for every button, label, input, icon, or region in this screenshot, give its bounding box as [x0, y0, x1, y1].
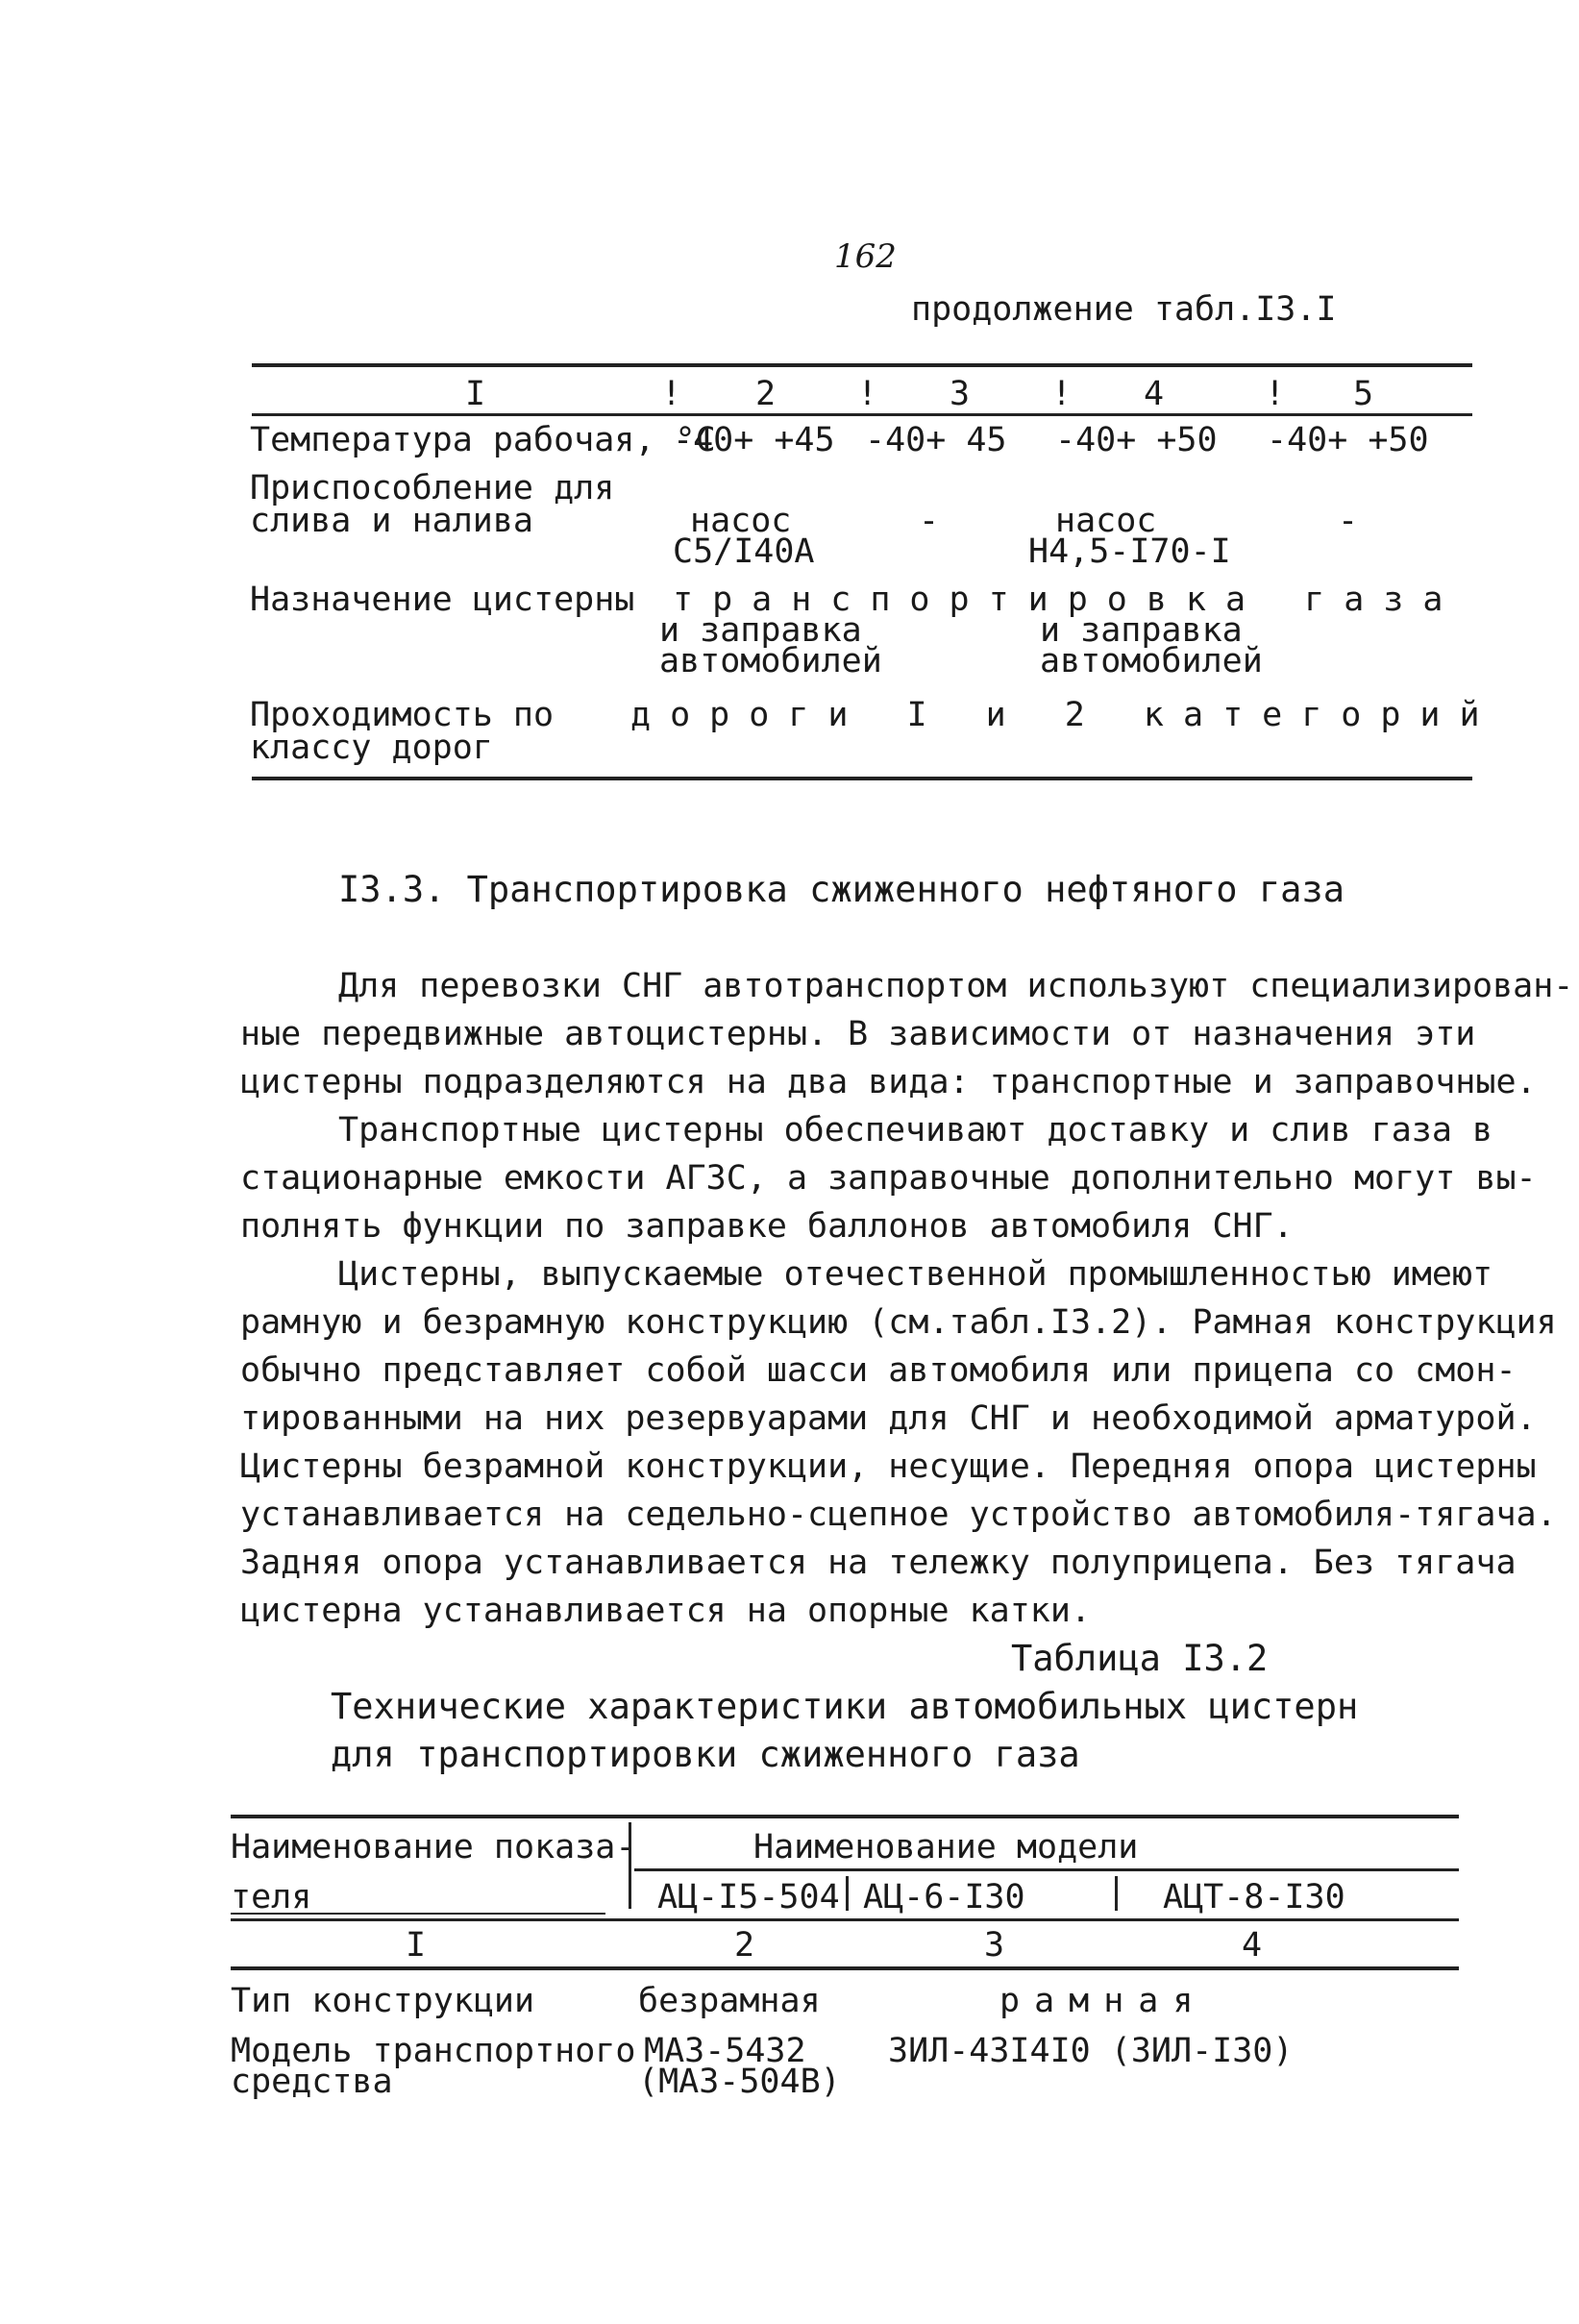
paragraph-line: цистерна устанавливается на опорные катки.: [240, 1592, 1092, 1630]
table2-row2-col2: (МАЗ-504В): [638, 2063, 841, 2101]
table2-header-left: теля: [231, 1878, 312, 1916]
table2-model-divider: [846, 1876, 849, 1911]
paragraph-line: стационарные емкости АГЗС, а заправочные дополнительно могут вы-: [240, 1159, 1537, 1198]
table2-row2-span: ЗИЛ-43I4I0 (ЗИЛ-I30): [888, 2032, 1294, 2070]
paragraph-line: Для перевозки СНГ автотранспортом используют специализирован-: [338, 967, 1574, 1005]
table1-row2-label: слива и налива: [250, 502, 534, 540]
table1-row3-sub-left: автомобилей: [659, 642, 882, 680]
table1-row4-label: классу дорог: [250, 729, 493, 767]
table2-col-number-4: 4: [1242, 1926, 1263, 1965]
table1-row2-col5: -: [1338, 502, 1359, 540]
table1-sep: !: [661, 375, 682, 413]
table1-row1-col5: -40+ +50: [1267, 421, 1429, 459]
paragraph-line: Транспортные цистерны обеспечивают доставку и слив газа в: [338, 1111, 1493, 1150]
table2-col-number-3: 3: [984, 1926, 1005, 1965]
paragraph-line: Цистерны безрамной конструкции, несущие. Передняя опора цистерны: [240, 1447, 1537, 1486]
table2-header-left: Наименование показа-: [231, 1828, 636, 1867]
table1-row4-label: Проходимость по: [250, 696, 555, 734]
table2-row1-col2: безрамная: [638, 1982, 821, 2020]
table1-row2-col4: Н4,5-I70-I: [1028, 532, 1231, 571]
table1-header-col3: 3: [950, 375, 971, 413]
table2-row1-span: рамная: [999, 1982, 1208, 2020]
table2-header-group-rule: [634, 1868, 1459, 1871]
table1-row2-col2: насос: [690, 502, 792, 540]
table1-header-col5: 5: [1353, 375, 1374, 413]
table1-row1-label: Температура рабочая, °С: [250, 421, 716, 459]
table2-number-rule: [231, 1966, 1459, 1970]
paragraph-line: цистерны подразделяются на два вида: транспортные и заправочные.: [240, 1063, 1537, 1101]
table1-header-col2: 2: [755, 375, 777, 413]
table1-header-col1: I: [465, 375, 486, 413]
table1-top-rule: [252, 363, 1472, 367]
table2-caption: Технические характеристики автомобильных цистерн: [331, 1686, 1359, 1727]
table1-sep: !: [1265, 375, 1286, 413]
table1-header-col4: 4: [1144, 375, 1165, 413]
table1-row2-label: Приспособление для: [250, 469, 615, 507]
table1-row2-col3: -: [919, 502, 940, 540]
paragraph-line: Цистерны, выпускаемые отечественной промышленностью имеют: [338, 1255, 1493, 1294]
paragraph-line: тированными на них резервуарами для СНГ и необходимой арматурой.: [240, 1399, 1537, 1438]
section-title: I3.3. Транспортировка сжиженного нефтяного газа: [338, 869, 1345, 910]
table2-model-2: АЦ-6-I30: [863, 1878, 1025, 1916]
table2-label: Таблица I3.2: [1011, 1638, 1269, 1679]
table2-col-number-2: 2: [734, 1926, 755, 1965]
table1-header-rule: [252, 413, 1472, 416]
table2-row1-label: Тип конструкции: [231, 1982, 535, 2020]
table2-header-rule: [231, 1918, 1459, 1921]
table2-header-group: Наименование модели: [753, 1828, 1139, 1867]
paragraph-line: Задняя опора устанавливается на тележку полуприцепа. Без тягача: [240, 1544, 1517, 1582]
table1-row1-col4: -40+ +50: [1055, 421, 1218, 459]
paragraph-line: обычно представляет собой шасси автомобиля или прицепа со смон-: [240, 1351, 1517, 1390]
page-number: 162: [834, 237, 897, 276]
table2-row2-label: средства: [231, 2063, 393, 2101]
table2-model-divider: [1115, 1876, 1118, 1911]
table1-row4-span: дороги I и 2 категорий: [630, 696, 1499, 734]
table2-header-divider: [629, 1822, 631, 1909]
table2-col-number-1: I: [406, 1926, 427, 1965]
table1-row3-sub-left: и заправка: [659, 611, 862, 650]
paragraph-line: ные передвижные автоцистерны. В зависимости от назначения эти: [240, 1015, 1476, 1053]
table1-sep: !: [857, 375, 878, 413]
table1-row2-col2: С5/I40А: [673, 532, 815, 571]
table1-row3-sub-right: автомобилей: [1040, 642, 1263, 680]
table1-row1-col3: -40+ 45: [865, 421, 1007, 459]
paragraph-line: устанавливается на седельно-сцепное устройство автомобиля-тягача.: [240, 1496, 1557, 1534]
table1-row3-span: транспортировка газа: [673, 581, 1463, 619]
table2-model-1: АЦ-I5-504: [657, 1878, 840, 1916]
table-continuation-label: продолжение табл.I3.I: [911, 290, 1337, 329]
paragraph-line: рамную и безрамную конструкцию (см.табл.I3.2). Рамная конструкция: [240, 1303, 1557, 1342]
table1-sep: !: [1051, 375, 1073, 413]
table2-caption: для транспортировки сжиженного газа: [331, 1734, 1080, 1775]
table1-row1-col2: -40+ +45: [673, 421, 835, 459]
paragraph-line: полнять функции по заправке баллонов автомобиля СНГ.: [240, 1207, 1294, 1246]
table2-top-rule: [231, 1815, 1459, 1818]
table1-row2-col4: насос: [1055, 502, 1157, 540]
table1-bottom-rule: [252, 777, 1472, 780]
table2-model-3: АЦТ-8-I30: [1163, 1878, 1345, 1916]
table2-header-left-underline: [231, 1913, 605, 1915]
table1-row3-label: Назначение цистерны: [250, 581, 635, 619]
table2-row2-col2: МАЗ-5432: [644, 2032, 806, 2070]
table2-row2-label: Модель транспортного: [231, 2032, 636, 2070]
table1-row3-sub-right: и заправка: [1040, 611, 1243, 650]
